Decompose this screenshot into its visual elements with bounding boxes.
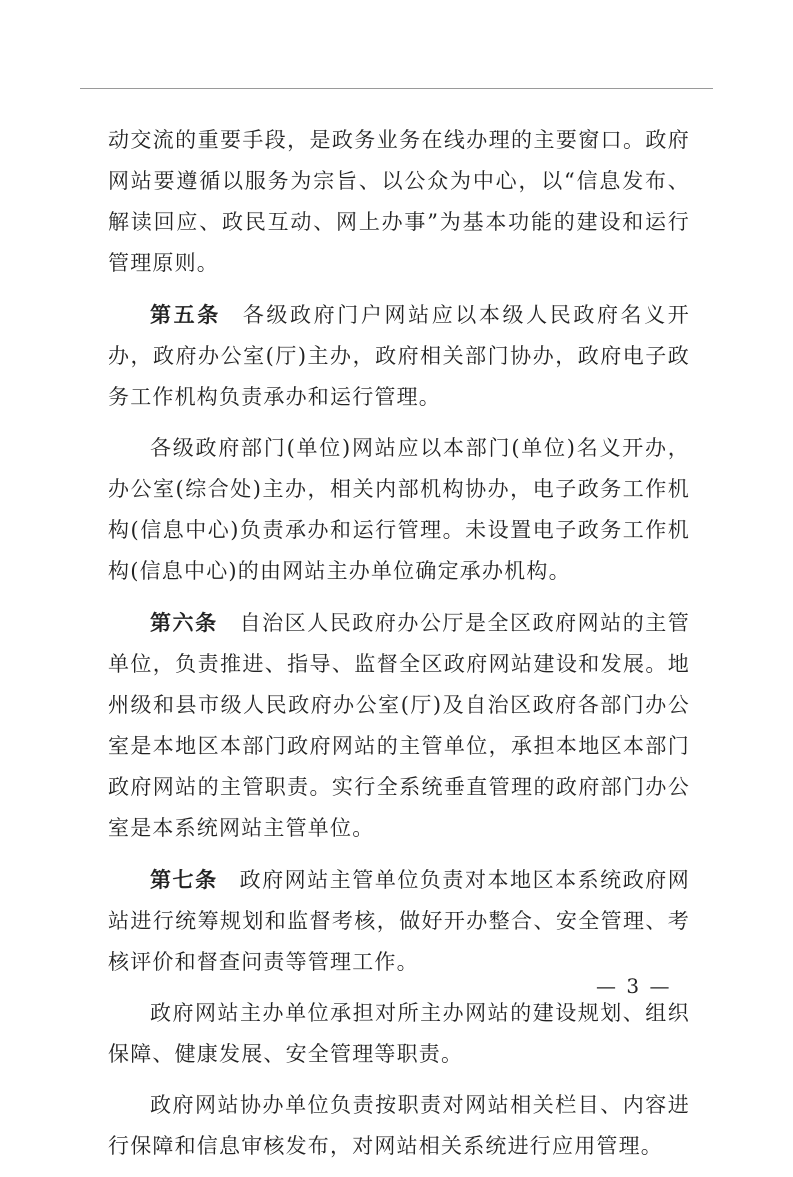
paragraph-text: 政府网站主管单位负责对本地区本系统政府网站进行统筹规划和监督考核，做好开办整合、安全管理、考核评价和督查问责等管理工作。 [108, 868, 690, 974]
paragraph-text: 自治区人民政府办公厅是全区政府网站的主管单位，负责推进、指导、监督全区政府网站建设和发展。地州级和县市级人民政府办公室(厅)及自治区政府各部门办公室是本地区本部门政府网站的主管单位，承担本地区本部门政府网站的主管职责。实行全系统垂直管理的政府部门办公室是本系统网站主管单位。 [108, 611, 690, 840]
paragraph-text: 政府网站主办单位承担对所主办网站的建设规划、组织保障、健康发展、安全管理等职责。 [108, 1001, 690, 1066]
article-label: 第五条 [150, 302, 221, 327]
paragraph-text: 政府网站协办单位负责按职责对网站相关栏目、内容进行保障和信息审核发布，对网站相关系统进行应用管理。 [108, 1093, 690, 1158]
page-number: — 3 — [596, 974, 672, 998]
paragraph-co-host-units [108, 1085, 690, 1167]
paragraph-text: 各级政府门户网站应以本级人民政府名义开办，政府办公室(厅)主办，政府相关部门协办，政府电子政务工作机构负责承办和运行管理。 [108, 303, 690, 409]
article-6 [108, 602, 690, 849]
paragraph-continuation [108, 120, 690, 284]
paragraph-department-websites [108, 428, 690, 592]
article-5 [108, 294, 690, 418]
paragraph-text: 动交流的重要手段，是政务业务在线办理的主要窗口。政府网站要遵循以服务为宗旨、以公众为中心，以“信息发布、解读回应、政民互动、网上办事”为基本功能的建设和运行管理原则。 [108, 128, 690, 275]
article-7 [108, 859, 690, 983]
article-label: 第六条 [150, 610, 218, 635]
document-body [108, 120, 690, 1177]
header-rule [80, 88, 713, 89]
paragraph-text: 各级政府部门(单位)网站应以本部门(单位)名义开办，办公室(综合处)主办，相关内部机构协办，电子政务工作机构(信息中心)负责承办和运行管理。未设置电子政务工作机构(信息中心)的由网站主办单位确定承办机构。 [108, 436, 690, 583]
paragraph-host-units [108, 993, 690, 1075]
article-label: 第七条 [150, 867, 218, 892]
